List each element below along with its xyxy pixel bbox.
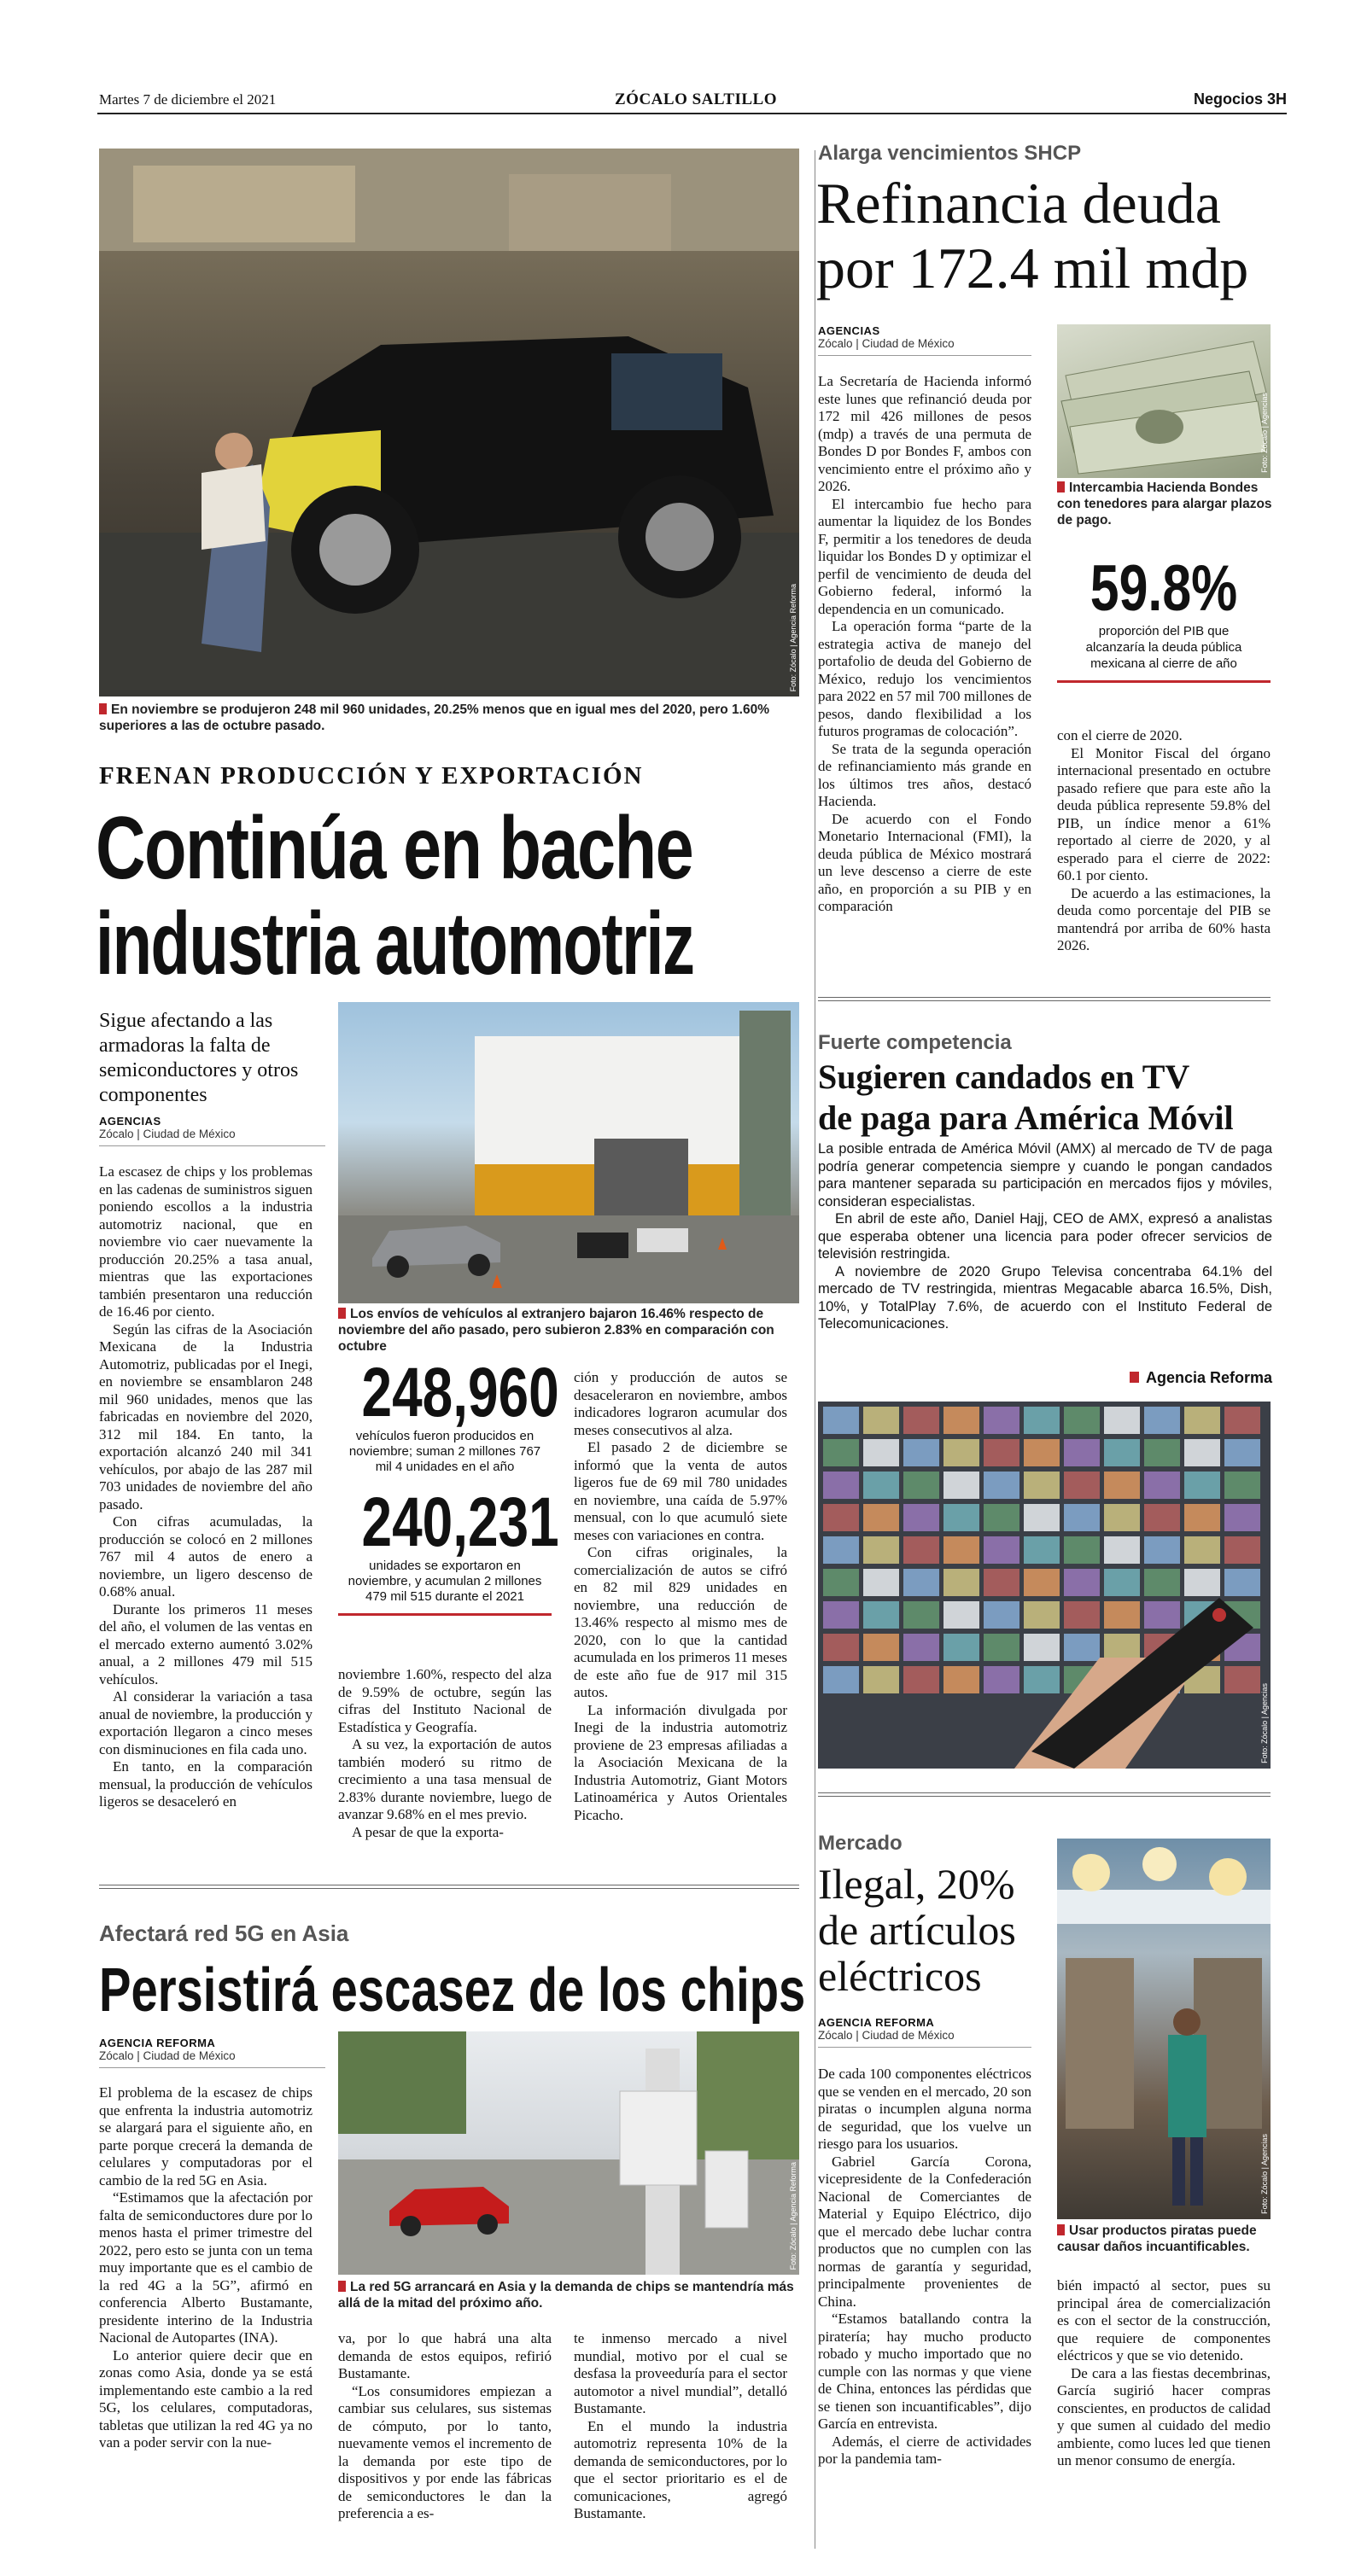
tv-screen-tile bbox=[984, 1407, 1019, 1434]
auto-headline bbox=[96, 801, 915, 992]
photo-credit: Foto: Zócalo | Agencias bbox=[1260, 393, 1269, 473]
newspaper-name: ZÓCALO SALTILLO bbox=[615, 90, 778, 108]
tv-screen-tile bbox=[823, 1439, 859, 1466]
tv-screen-tile bbox=[823, 1634, 859, 1661]
tv-screen-tile bbox=[1184, 1569, 1220, 1596]
stat-red-rule bbox=[1057, 680, 1271, 683]
tv-screen-tile bbox=[1224, 1439, 1260, 1466]
section-name: Negocios 3H bbox=[1193, 90, 1287, 108]
ilegal-headline-line-3: eléctricos bbox=[818, 1952, 982, 2000]
tv-screen-tile bbox=[1184, 1536, 1220, 1564]
stat-production-text: vehículos fueron producidos en noviembre; suman 2 millones 767 mil 4 unidades en el año bbox=[348, 1429, 541, 1474]
tv-wall-illustration bbox=[818, 1402, 1271, 1769]
tv-screen-tile bbox=[1064, 1439, 1100, 1466]
shcp-column-2: con el cierre de 2020. El Monitor Fiscal del órgano internacional presentado en octubre pasado refiere que para este año la deuda pública represente 59.8% del PIB, un índice menor a 61% reportado al cierre de 2020, y al esperado para el cierre de 2022: 60.1 por ciento. De acuerdo a las estimaciones, la deuda como porcentaje del PIB se mantendrá por arriba de 60% hasta 2026. bbox=[1057, 727, 1271, 953]
tv-kicker: Fuerte competencia bbox=[818, 1031, 1012, 1054]
tv-screen-tile bbox=[943, 1439, 979, 1466]
tv-screen-tile bbox=[903, 1472, 939, 1499]
auto-column-1: La escasez de chips y los problemas en las cadenas de suministros siguen poniendo escollos a la industria automotriz nacional, que en noviembre vio caer nuevamente la producción 20.25% a tasa anual, mientras que las exportaciones también presentaron una reducción de 16.46 por ciento. Según las cifras de la Asociación Mexicana de la Industria Automotriz, publicadas por el Inegi, en noviembre se ensamblaron 248 mil 960 unidades, menos que las fabricadas en noviembre del 2020, 312 mil 184. En tanto, la exportación alcanzó 240 mil 341 vehículos, por abajo de las 287 mil 703 unidades de noviembre del año pasado. Con cifras acumuladas, la producción se colocó en 2 millones 767 mil 4 autos de enero a noviembre, un ligero descenso de 0.68% anual. Durante los primeros 11 meses del año, el volumen de las ventas en el mercado externo aumentó 3.02% anual, a 2 millones 479 mil 515 vehículos. Al considerar la variación a tasa anual de noviembre, la producción y exportación llegaron a cinco meses con disminuciones en fila cada uno. En tanto, en la comparación mensual, la producción de vehículos ligeros se desaceleró en bbox=[99, 1163, 313, 1810]
tv-screen-tile bbox=[943, 1634, 979, 1661]
tv-screen-tile bbox=[903, 1504, 939, 1531]
tv-screen-tile bbox=[1144, 1472, 1180, 1499]
auto-kicker: FRENAN PRODUCCIÓN Y EXPORTACIÓN bbox=[99, 762, 644, 790]
tv-body: La posible entrada de América Móvil (AMX) al mercado de TV de paga podría generar competencia siempre y cuando le pongan candados para mantener separada su participación en mercados fijos y móviles, consideran especialistas. En abril de este año, Daniel Hajj, CEO de AMX, expresó a analistas que esperaba obtener una licencia para poder ofrecer servicios de televisión restringida. A noviembre de 2020 Grupo Televisa concentraba 64.1% del mercado de TV restringida, mientras Megacable abarca 16.5%, Dish, 10%, y TotalPlay 7.6%, de acuerdo con el Instituto Federal de Telecomunicaciones. bbox=[818, 1141, 1272, 1332]
red-marker-icon bbox=[338, 1308, 346, 1319]
tv-screen-tile bbox=[863, 1666, 899, 1693]
tv-screen-tile bbox=[823, 1407, 859, 1434]
tv-screen-tile bbox=[984, 1439, 1019, 1466]
tv-screen-tile bbox=[943, 1504, 979, 1531]
tv-screen-tile bbox=[984, 1472, 1019, 1499]
5g-illustration bbox=[338, 2031, 799, 2275]
tv-screen-tile bbox=[1144, 1601, 1180, 1629]
tv-screen-tile bbox=[863, 1504, 899, 1531]
tv-screen-tile bbox=[1184, 1504, 1220, 1531]
tv-screen-tile bbox=[1144, 1407, 1180, 1434]
shcp-bottom-rule bbox=[818, 997, 1271, 1001]
store-photo-caption: Usar productos piratas puede causar daños incuantificables. bbox=[1057, 2223, 1257, 2254]
auto-deck: Sigue afectando a las armadoras la falta de semiconductores y otros componentes bbox=[99, 1010, 299, 1106]
auto-byline bbox=[99, 1115, 325, 1146]
byline-place: Zócalo | Ciudad de México bbox=[818, 337, 1031, 356]
tv-screen-tile bbox=[823, 1504, 859, 1531]
chips-kicker: Afectará red 5G en Asia bbox=[99, 1920, 349, 1946]
tv-screen-tile bbox=[943, 1407, 979, 1434]
tv-screen-tile bbox=[1064, 1601, 1100, 1629]
tv-screen-tile bbox=[984, 1504, 1019, 1531]
auto-bottom-rule bbox=[99, 1885, 799, 1889]
tv-screen-tile bbox=[1024, 1666, 1060, 1693]
byline-agency: AGENCIAS bbox=[818, 324, 880, 337]
tv-screen-tile bbox=[984, 1666, 1019, 1693]
photo-credit: Foto: Zócalo | Agencias bbox=[1260, 2134, 1269, 2214]
ilegal-column-1: De cada 100 componentes eléctricos que se venden en el mercado, 20 son piratas o incumplen alguna norma de seguridad, que los vuelve un riesgo para los usuarios. Gabriel García Corona, vicepresidente de la Confederación Nacional de Comerciantes de Material y Equipo Eléctrico, dijo que el mercado debe luchar contra productos que no cumplen con las normas de garantía y seguridad, principalmente provenientes de China. “Estamos batallando contra la piratería; hay mucho producto robado y mucho importado que no cumple con las normas y que viene de China, entonces las pérdidas que se tienen son incuantificables”, dijo García en entrevista. Además, el cierre de actividades por la pandemia tam- bbox=[818, 2066, 1031, 2467]
tv-screen-tile bbox=[1104, 1634, 1140, 1661]
car-shipping-photo bbox=[338, 1002, 799, 1303]
tv-screen-tile bbox=[1104, 1439, 1140, 1466]
ilegal-headline bbox=[818, 1861, 1016, 1999]
shcp-kicker: Alarga vencimientos SHCP bbox=[818, 142, 1082, 165]
ilegal-kicker: Mercado bbox=[818, 1832, 903, 1855]
tv-screen-tile bbox=[984, 1569, 1019, 1596]
tv-screen-tile bbox=[1104, 1407, 1140, 1434]
tv-screen-tile bbox=[823, 1601, 859, 1629]
tv-bottom-rule bbox=[818, 1792, 1271, 1797]
tv-headline-line-1: Sugieren candados en TV bbox=[818, 1058, 1190, 1096]
shcp-byline bbox=[818, 324, 1031, 356]
tv-screen-tile bbox=[1064, 1536, 1100, 1564]
red-marker-icon bbox=[338, 2281, 346, 2292]
tv-screen-tile bbox=[943, 1666, 979, 1693]
tv-screen-tile bbox=[1024, 1569, 1060, 1596]
byline-agency: AGENCIA REFORMA bbox=[818, 2016, 935, 2029]
shcp-stat-box bbox=[1057, 552, 1271, 683]
stat-production-number: 248,960 bbox=[361, 1354, 559, 1431]
auto-column-2: noviembre 1.60%, respecto del alza de 9.59% de octubre, según las cifras del Instituto Nacional de Estadística y Geografía. A su vez, la exportación de autos también moderó su ritmo de crecimiento a una tasa mensual de 2.83% durante noviembre, luego de avanzar 9.68% en el mes previo. A pesar de que la exporta- bbox=[338, 1666, 552, 1840]
header-rule bbox=[97, 113, 1287, 114]
tv-screen-tile bbox=[1064, 1569, 1100, 1596]
money-photo-caption: Intercambia Hacienda Bondes con tenedores para alargar plazos de pago. bbox=[1057, 481, 1272, 527]
byline-place: Zócalo | Ciudad de México bbox=[99, 2049, 325, 2068]
shcp-stat-number: 59.8% bbox=[1090, 552, 1238, 625]
shcp-headline-line-1: Refinancia deuda bbox=[816, 171, 1221, 236]
tv-screen-tile bbox=[863, 1569, 899, 1596]
tv-screen-tile bbox=[1104, 1472, 1140, 1499]
auto-stats-box bbox=[338, 1354, 559, 1616]
byline-place: Zócalo | Ciudad de México bbox=[99, 1128, 325, 1146]
red-marker-icon bbox=[1057, 2224, 1065, 2235]
tv-screen-tile bbox=[1224, 1569, 1260, 1596]
tv-screen-tile bbox=[863, 1601, 899, 1629]
tv-screen-tile bbox=[1224, 1666, 1260, 1693]
5g-antenna-photo bbox=[338, 2031, 799, 2275]
shcp-stat-text: proporción del PIB que alcanzaría la deuda pública mexicana al cierre de año bbox=[1085, 624, 1242, 671]
tv-screen-tile bbox=[1104, 1601, 1140, 1629]
electric-store-photo bbox=[1057, 1839, 1271, 2219]
tv-screen-tile bbox=[1064, 1504, 1100, 1531]
tv-headline-line-2: de paga para América Móvil bbox=[818, 1099, 1234, 1137]
chips-column-3: te inmenso mercado a nivel mundial, motivo por el cual se desfasa la proveeduría para el sector automotor a nivel mundial”, detalló Bustamante. En el mundo la industria automotriz representa 10% de la demanda de semiconductores, por lo que el sector prioritario es el de comunicaciones, agregó Bustamante. bbox=[574, 2330, 787, 2521]
tv-screen-tile bbox=[1184, 1472, 1220, 1499]
tv-screen-tile bbox=[1224, 1407, 1260, 1434]
tv-screen-tile bbox=[903, 1569, 939, 1596]
tv-screen-tile bbox=[1104, 1504, 1140, 1531]
tv-screen-tile bbox=[1024, 1536, 1060, 1564]
photo-credit: Foto: Zócalo | Agencias bbox=[1260, 1683, 1269, 1763]
ilegal-headline-line-2: de artículos bbox=[818, 1906, 1016, 1954]
tv-screen-tile bbox=[863, 1634, 899, 1661]
5g-photo-caption: La red 5G arrancará en Asia y la demanda de chips se mantendría más allá de la mitad del próximo año. bbox=[338, 2280, 794, 2311]
tv-screen-tile bbox=[984, 1536, 1019, 1564]
tv-screen-tile bbox=[943, 1472, 979, 1499]
tv-screen-tile bbox=[903, 1439, 939, 1466]
tv-screen-tile bbox=[863, 1536, 899, 1564]
tv-screen-tile bbox=[1024, 1504, 1060, 1531]
tv-remote-photo bbox=[818, 1402, 1271, 1769]
tv-screen-tile bbox=[823, 1536, 859, 1564]
byline-agency: AGENCIA REFORMA bbox=[99, 2037, 216, 2049]
assembly-line-photo bbox=[99, 149, 799, 696]
tv-screen-tile bbox=[1064, 1407, 1100, 1434]
chips-byline bbox=[99, 2037, 325, 2068]
byline-place: Zócalo | Ciudad de México bbox=[818, 2029, 1031, 2048]
ilegal-headline-line-1: Ilegal, 20% bbox=[818, 1860, 1015, 1908]
shipping-illustration bbox=[338, 1002, 799, 1303]
tv-screen-tile bbox=[1224, 1504, 1260, 1531]
assembly-line-illustration bbox=[99, 149, 799, 696]
tv-screen-tile bbox=[1224, 1472, 1260, 1499]
tv-screen-tile bbox=[863, 1407, 899, 1434]
auto-headline-line-1: Continúa en bache bbox=[96, 799, 693, 898]
tv-screen-tile bbox=[823, 1666, 859, 1693]
tv-screen-tile bbox=[1024, 1472, 1060, 1499]
tv-screen-tile bbox=[1104, 1536, 1140, 1564]
ilegal-byline bbox=[818, 2016, 1031, 2048]
tv-screen-tile bbox=[1184, 1439, 1220, 1466]
tv-screen-tile bbox=[1024, 1407, 1060, 1434]
red-marker-icon bbox=[1130, 1372, 1139, 1383]
tv-screen-tile bbox=[1104, 1569, 1140, 1596]
tv-screen-tile bbox=[1224, 1536, 1260, 1564]
photo-credit: Foto: Zócalo | Agencia Reforma bbox=[789, 2161, 797, 2270]
tv-screen-tile bbox=[1024, 1439, 1060, 1466]
tv-screen-tile bbox=[863, 1472, 899, 1499]
chips-headline: Persistirá escasez de los chips bbox=[99, 1956, 806, 2025]
chips-column-1: El problema de la escasez de chips que enfrenta la industria automotriz se alargará para el siguiente año, en parte porque crecerá la demanda de celulares y computadoras por el cambio de la red 5G en Asia. “Estimamos que la afectación por falta de semiconductores dure por lo menos hasta el primer trimestre del 2022, pero esto se junta con un tema muy importante que es el cambio de la red 4G a la 5G”, afirmó en conferencia Alberto Bustamante, presidente interino de la Industria Nacional de Autopartes (INA). Lo anterior quiere decir que en zonas como Asia, donde ya se está implementando este cambio a la red 5G, los celulares, computadoras, tabletas que utilizan la red 4G ya no van a poder servir con la nue- bbox=[99, 2084, 313, 2451]
tv-screen-tile bbox=[1144, 1504, 1180, 1531]
ilegal-column-2: bién impactó al sector, pues su principal área de comercialización es con el sector de la construcción, que requiere de componentes eléctricos y que se vio detenido. De cara a las fiestas decembrinas, García sugirió hacer compras conscientes, en productos de calidad y que sumen al cuidado del medio ambiente, como luces led que tienen un menor consumo de energía. bbox=[1057, 2277, 1271, 2468]
tv-screen-tile bbox=[903, 1601, 939, 1629]
shcp-column-1: La Secretaría de Hacienda informó este lunes que refinanció deuda por 172 mil 426 millones de pesos (mdp) a través de una permuta de Bondes D por Bondes F, ambos con vencimiento entre el próximo año y 2026. El intercambio fue hecho para aumentar la liquidez de los Bondes F, permitir a los tenedores de deuda liquidar los Bondes D y optimizar el perfil de vencimiento de deuda del Gobierno federal, informó la dependencia en un comunicado. La operación forma “parte de la estrategia activa de manejo del portafolio de deuda del Gobierno de México, redujo los vencimientos para 2022 en 57 mil 700 millones de pesos, dando flexibilidad a los futuros programas de colocación”. Se trata de la segunda operación de refinanciamiento más grande en los últimos tres años, destacó Hacienda. De acuerdo con el Fondo Monetario Internacional (FMI), la deuda pública de México mostrará un leve descenso a cierre de este año, en proporción a su PIB y en comparación bbox=[818, 373, 1031, 914]
shcp-headline-line-2: por 172.4 mil mdp bbox=[816, 236, 1249, 300]
tv-screen-tile bbox=[823, 1472, 859, 1499]
assembly-photo-caption: En noviembre se produjeron 248 mil 960 unidades, 20.25% menos que en igual mes del 2020, pero 1.60% superiores a las de octubre pasado. bbox=[99, 702, 769, 733]
stat-export-text: unidades se exportaron en noviembre, y acumulan 2 millones 479 mil 515 durante el 2021 bbox=[348, 1559, 542, 1604]
tv-screen-tile bbox=[903, 1666, 939, 1693]
auto-headline-line-2: industria automotriz bbox=[96, 895, 694, 994]
page-date: Martes 7 de diciembre el 2021 bbox=[99, 91, 277, 108]
chips-column-2: va, por lo que habrá una alta demanda de estos equipos, refirió Bustamante. “Los consumidores empiezan a cambiar sus celulares, sus sistemas de cómputo, por lo tanto, nuevamente vemos el incremento de la demanda por este tipo de dispositivos y por ende las fábricas de semiconductores le dan la preferencia a es- bbox=[338, 2330, 552, 2521]
tv-screen-tile bbox=[823, 1569, 859, 1596]
tv-screen-tile bbox=[903, 1407, 939, 1434]
tv-screen-tile bbox=[1064, 1472, 1100, 1499]
stat-red-rule bbox=[338, 1613, 552, 1616]
shcp-headline bbox=[816, 171, 1248, 300]
tv-screen-tile bbox=[1184, 1407, 1220, 1434]
tv-headline bbox=[818, 1057, 1234, 1139]
tv-screen-tile bbox=[863, 1439, 899, 1466]
photo-credit: Foto: Zócalo | Agencia Reforma bbox=[789, 583, 797, 691]
store-illustration bbox=[1057, 1839, 1271, 2219]
auto-column-3: ción y producción de autos se desaceleraron en noviembre, ambos indicadores lograron acumular dos meses consecutivos al alza. El pasado 2 de diciembre se informó que la venta de autos ligeros fue de 69 mil 780 unidades en noviembre, una caída de 5.97% mensual, con lo que acumuló siete meses con variaciones en contra. Con cifras originales, la comercialización de autos se cifró en 82 mil 829 unidades en noviembre, una reducción de 13.46% respecto al mismo mes de 2020, con lo que la cantidad acumulada en los primeros 11 meses de este año fue de 917 mil 315 autos. La información divulgada por Inegi de la industria automotriz proviene de 23 empresas afiliadas a la Asociación Mexicana de la Industria Automotriz, Giant Motors Latinoamérica y Autos Orientales Picacho. bbox=[574, 1369, 787, 1823]
tv-screen-tile bbox=[1024, 1634, 1060, 1661]
tv-screen-tile bbox=[903, 1536, 939, 1564]
red-marker-icon bbox=[1057, 481, 1065, 492]
tv-screen-tile bbox=[943, 1536, 979, 1564]
tv-screen-tile bbox=[943, 1569, 979, 1596]
tv-screen-tile bbox=[1144, 1536, 1180, 1564]
tv-screen-tile bbox=[984, 1634, 1019, 1661]
banknotes-illustration bbox=[1057, 324, 1271, 478]
tv-source: Agencia Reforma bbox=[1130, 1369, 1272, 1387]
tv-screen-tile bbox=[1024, 1601, 1060, 1629]
tv-screen-tile bbox=[1144, 1439, 1180, 1466]
stat-export-number: 240,231 bbox=[361, 1483, 559, 1561]
red-marker-icon bbox=[99, 703, 107, 714]
money-photo bbox=[1057, 324, 1271, 478]
shipping-photo-caption: Los envíos de vehículos al extranjero bajaron 16.46% respecto de noviembre del año pasado, pero subieron 2.83% en comparación con octubre bbox=[338, 1307, 774, 1354]
byline-agency: AGENCIAS bbox=[99, 1115, 161, 1128]
tv-screen-tile bbox=[903, 1634, 939, 1661]
tv-screen-tile bbox=[1144, 1569, 1180, 1596]
tv-screen-tile bbox=[984, 1601, 1019, 1629]
tv-screen-tile bbox=[1064, 1634, 1100, 1661]
tv-screen-tile bbox=[943, 1601, 979, 1629]
